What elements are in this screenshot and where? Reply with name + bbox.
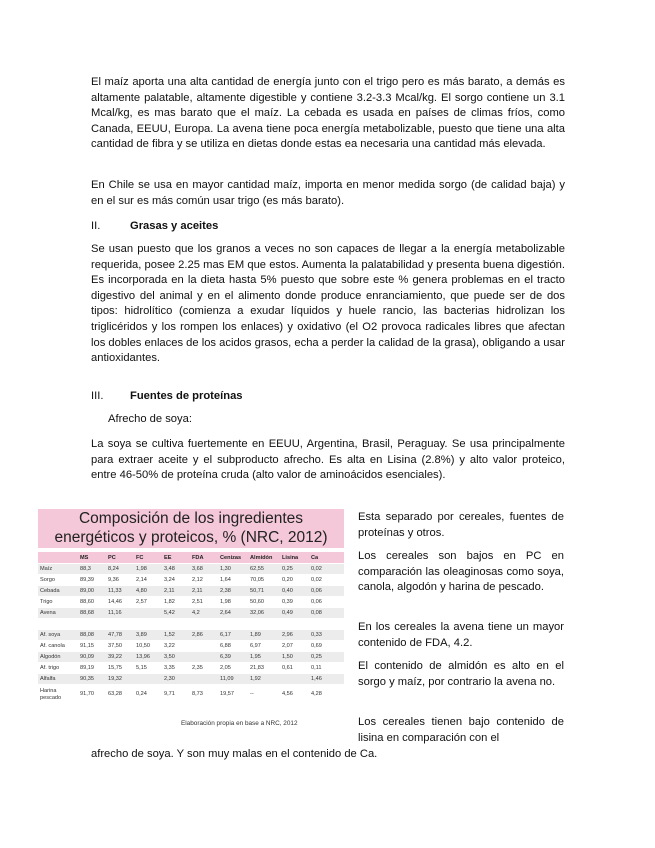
- table-cell: 88,68: [78, 608, 106, 619]
- table-cell: 8,73: [190, 685, 218, 705]
- table-cell: 6,39: [218, 652, 248, 663]
- table-cell: [162, 619, 190, 630]
- table-cell: 3,50: [162, 652, 190, 663]
- heading-proteins: [91, 389, 243, 405]
- table-cell: 47,78: [106, 630, 134, 641]
- table-cell: 0,24: [134, 685, 162, 705]
- heading-fats: [91, 219, 218, 235]
- table-cell: [78, 619, 106, 630]
- table-cell: [309, 619, 344, 630]
- table-cell: 90,09: [78, 652, 106, 663]
- table-cell: [280, 619, 309, 630]
- paragraph-chile: En Chile se usa en mayor cantidad maíz, importa en menor medida sorgo (de calidad baja) y en el sur es más común usar trigo (es más barato).: [91, 179, 565, 207]
- table-cell: 2,57: [134, 597, 162, 608]
- table-cell: 89,19: [78, 663, 106, 674]
- table-cell: 32,06: [248, 608, 280, 619]
- paragraph-cereals: El maíz aporta una alta cantidad de energía junto con el trigo pero es más barato, a demás es altamente palatable, altamente digestible y contiene 3.2-3.3 Mcal/kg. El sorgo contiene un 3.1 Mcal/kg, es mas barato que el maíz. La cebada es usada en países de climas fríos, como Canada, EEUU, Europa. La avena tiene poca energía metabolizable, puesto que tiene una alta cantidad de fibra y se utiliza en dietas donde estas ea necesaria una cantidad más elevada.: [91, 76, 565, 151]
- side-note: Los cereales son bajos en PC en comparación las oleaginosas como soya, canola, algodón y harina de pescado.: [358, 550, 564, 594]
- table-cell: 0,06: [309, 586, 344, 597]
- table-cell: 88,3: [78, 564, 106, 575]
- table-header-cell: PC: [106, 552, 134, 564]
- table-cell: 0,69: [309, 641, 344, 652]
- table-cell: 1,95: [248, 652, 280, 663]
- table-cell: 11,16: [106, 608, 134, 619]
- heading-text: Fuentes de proteínas: [130, 390, 243, 402]
- ingredient-name-cell: Af. canola: [38, 641, 78, 652]
- table-row: [38, 586, 344, 597]
- ingredient-name-cell: Algodón: [38, 652, 78, 663]
- table-cell: 70,05: [248, 575, 280, 586]
- table-cell: 3,35: [162, 663, 190, 674]
- table-cell: 21,83: [248, 663, 280, 674]
- table-cell: 19,32: [106, 674, 134, 685]
- table-cell: [248, 619, 280, 630]
- composition-table: [38, 552, 344, 705]
- table-header-cell: Lisina: [280, 552, 309, 564]
- table-cell: 88,60: [78, 597, 106, 608]
- table-cell: 91,15: [78, 641, 106, 652]
- table-cell: 1,64: [218, 575, 248, 586]
- table-cell: 0,25: [309, 652, 344, 663]
- table-cell: 6,88: [218, 641, 248, 652]
- table-cell: 2,86: [190, 630, 218, 641]
- table-cell: 9,36: [106, 575, 134, 586]
- heading-number: II.: [91, 220, 101, 232]
- table-cell: 3,22: [162, 641, 190, 652]
- ingredient-name-cell: Alfalfa: [38, 674, 78, 685]
- composition-figure: [38, 509, 344, 733]
- table-cell: 0,61: [280, 663, 309, 674]
- ingredient-name-cell: Af. trigo: [38, 663, 78, 674]
- table-cell: 15,75: [106, 663, 134, 674]
- table-cell: 1,98: [134, 564, 162, 575]
- table-cell: 89,00: [78, 586, 106, 597]
- ingredient-name-cell: Trigo: [38, 597, 78, 608]
- table-header-cell: Cenizas: [218, 552, 248, 564]
- table-row: [38, 608, 344, 619]
- paragraph-fats: Se usan puesto que los granos a veces no son capaces de llegar a la energía metabolizable requerida, posee 2.25 mas EM que estos. Aumenta la palatabilidad y presenta buena digestión. Es incorporada en la dieta hasta 5% puesto que sobre este % genera problemas en el tracto digestivo del animal y en el alimento donde produce enranciamiento, que puede ser de dos tipos: hidrolítico (comienza a exudar líquidos y huele rancio, las bacterias hidrolizan los triglicéridos y los rompen los enlaces) y oxidativo (el O2 provoca radicales libres que afectan los dobles enlaces de los acidos grasos, echa a perder la calidad de la grasa), obligando a usar antioxidantes.: [91, 243, 565, 365]
- side-note: El contenido de almidón es alto en el sorgo y maíz, por contrario la avena no.: [358, 660, 564, 688]
- figure-title: [38, 509, 344, 548]
- table-cell: 3,68: [190, 564, 218, 575]
- table-cell: [190, 641, 218, 652]
- table-cell: 11,09: [218, 674, 248, 685]
- table-cell: 2,35: [190, 663, 218, 674]
- table-row: [38, 575, 344, 586]
- table-cell: 2,96: [280, 630, 309, 641]
- table-cell: 2,05: [218, 663, 248, 674]
- table-cell: [280, 674, 309, 685]
- table-cell: 91,70: [78, 685, 106, 705]
- table-cell: [190, 619, 218, 630]
- ingredient-name-cell: Avena: [38, 608, 78, 619]
- table-cell: 10,50: [134, 641, 162, 652]
- table-cell: 5,15: [134, 663, 162, 674]
- table-row: [38, 685, 344, 705]
- table-cell: 5,42: [162, 608, 190, 619]
- table-cell: 8,24: [106, 564, 134, 575]
- table-header-cell: [38, 552, 78, 564]
- table-header-cell: FC: [134, 552, 162, 564]
- table-cell: 1,82: [162, 597, 190, 608]
- table-cell: --: [248, 685, 280, 705]
- table-cell: 2,38: [218, 586, 248, 597]
- table-header-cell: FDA: [190, 552, 218, 564]
- table-cell: 37,50: [106, 641, 134, 652]
- table-cell: 3,48: [162, 564, 190, 575]
- figure-title-line: energéticos y proteicos, % (NRC, 2012): [54, 528, 328, 546]
- table-row: [38, 597, 344, 608]
- table-row: [38, 652, 344, 663]
- table-cell: 6,97: [248, 641, 280, 652]
- table-cell: 14,46: [106, 597, 134, 608]
- ingredient-name-cell: Sorgo: [38, 575, 78, 586]
- table-cell: 0,08: [309, 608, 344, 619]
- table-cell: [190, 674, 218, 685]
- table-cell: 4,28: [309, 685, 344, 705]
- table-cell: 4,80: [134, 586, 162, 597]
- table-cell: 1,92: [248, 674, 280, 685]
- table-cell: 1,98: [218, 597, 248, 608]
- table-cell: 1,52: [162, 630, 190, 641]
- table-cell: 2,11: [190, 586, 218, 597]
- table-row: [38, 641, 344, 652]
- table-cell: 0,02: [309, 575, 344, 586]
- table-header-cell: Almidón: [248, 552, 280, 564]
- table-cell: 90,35: [78, 674, 106, 685]
- table-cell: [134, 608, 162, 619]
- table-cell: 2,11: [162, 586, 190, 597]
- table-cell: 0,49: [280, 608, 309, 619]
- table-cell: 3,24: [162, 575, 190, 586]
- table-cell: [134, 619, 162, 630]
- table-row: [38, 619, 344, 630]
- table-cell: 19,57: [218, 685, 248, 705]
- table-cell: 0,40: [280, 586, 309, 597]
- ingredient-name-cell: Af. soya: [38, 630, 78, 641]
- table-cell: 50,60: [248, 597, 280, 608]
- table-cell: 13,96: [134, 652, 162, 663]
- table-cell: 2,64: [218, 608, 248, 619]
- table-cell: 0,02: [309, 564, 344, 575]
- table-cell: 63,28: [106, 685, 134, 705]
- subheading-soy: Afrecho de soya:: [108, 413, 192, 425]
- table-cell: 0,39: [280, 597, 309, 608]
- table-cell: [218, 619, 248, 630]
- table-cell: 88,08: [78, 630, 106, 641]
- paragraph-last: afrecho de soya. Y son muy malas en el contenido de Ca.: [91, 748, 378, 760]
- ingredient-name-cell: Harina pescado: [38, 685, 78, 705]
- table-cell: [106, 619, 134, 630]
- table-header-cell: MS: [78, 552, 106, 564]
- table-cell: 89,39: [78, 575, 106, 586]
- heading-number: III.: [91, 390, 104, 402]
- table-cell: 0,33: [309, 630, 344, 641]
- table-row: [38, 674, 344, 685]
- table-cell: 0,20: [280, 575, 309, 586]
- table-cell: 4,56: [280, 685, 309, 705]
- ingredient-name-cell: Cebada: [38, 586, 78, 597]
- table-cell: 4,2: [190, 608, 218, 619]
- table-cell: 1,46: [309, 674, 344, 685]
- table-cell: 0,06: [309, 597, 344, 608]
- figure-title-line: Composición de los ingredientes: [78, 510, 304, 527]
- figure-caption: Elaboración propia en base a NRC, 2012: [181, 720, 298, 727]
- heading-text: Grasas y aceites: [130, 220, 219, 232]
- table-row: [38, 564, 344, 575]
- table-cell: 1,30: [218, 564, 248, 575]
- table-cell: 2,14: [134, 575, 162, 586]
- table-cell: [190, 652, 218, 663]
- table-cell: 1,50: [280, 652, 309, 663]
- side-note: Los cereales tienen bajo contenido de lisina en comparación con el: [358, 716, 564, 744]
- table-header-row: [38, 552, 344, 564]
- ingredient-name-cell: Maíz: [38, 564, 78, 575]
- table-header-cell: EE: [162, 552, 190, 564]
- table-cell: 0,11: [309, 663, 344, 674]
- table-cell: 2,12: [190, 575, 218, 586]
- ingredient-name-cell: [38, 619, 78, 630]
- table-row: [38, 663, 344, 674]
- table-row: [38, 630, 344, 641]
- table-cell: 39,22: [106, 652, 134, 663]
- table-cell: [134, 674, 162, 685]
- table-cell: 0,25: [280, 564, 309, 575]
- table-cell: 3,89: [134, 630, 162, 641]
- table-cell: 11,33: [106, 586, 134, 597]
- table-cell: 2,07: [280, 641, 309, 652]
- table-cell: 50,71: [248, 586, 280, 597]
- table-cell: 9,71: [162, 685, 190, 705]
- table-cell: 1,89: [248, 630, 280, 641]
- side-note: Esta separado por cereales, fuentes de proteínas y otros.: [358, 511, 564, 539]
- side-note: En los cereales la avena tiene un mayor contenido de FDA, 4.2.: [358, 621, 564, 649]
- table-header-cell: Ca: [309, 552, 344, 564]
- table-cell: 2,51: [190, 597, 218, 608]
- table-cell: 2,30: [162, 674, 190, 685]
- paragraph-soy: La soya se cultiva fuertemente en EEUU, Argentina, Brasil, Peraguay. Se usa principalmente para extraer aceite y el subproducto afrecho. Es alta en Lisina (2.8%) y alto valor proteico, entre 46-50% de proteína cruda (alto valor de aminoácidos esenciales).: [91, 438, 565, 482]
- table-cell: 6,17: [218, 630, 248, 641]
- table-cell: 62,55: [248, 564, 280, 575]
